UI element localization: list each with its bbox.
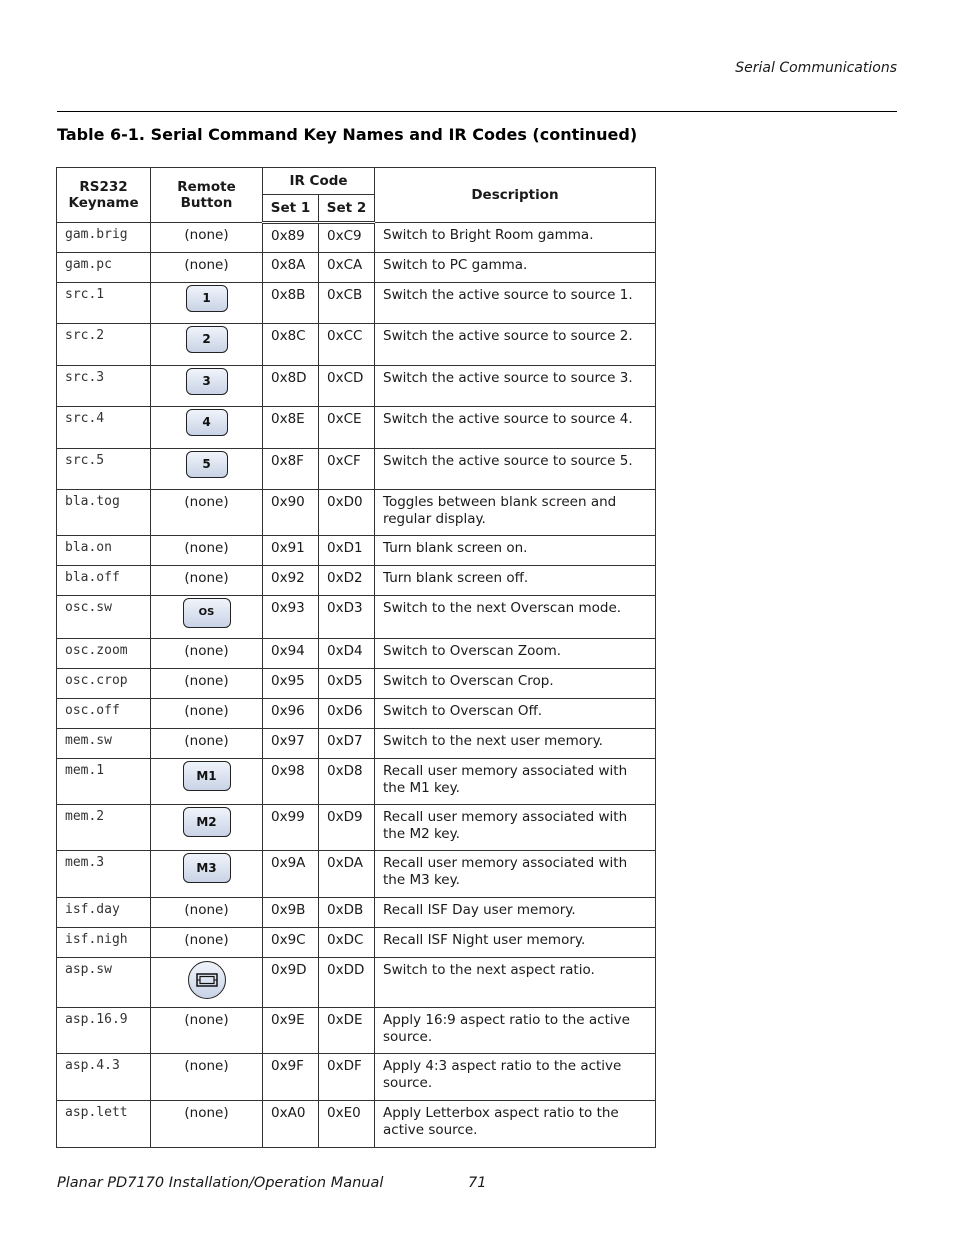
ir-code-set2: 0xDA	[319, 851, 375, 898]
rs232-keyname: gam.pc	[57, 253, 151, 283]
rs232-keyname: isf.nigh	[57, 928, 151, 958]
remote-button-cell	[151, 729, 263, 759]
table-row	[57, 324, 656, 366]
remote-button-cell	[151, 223, 263, 253]
rs232-keyname: osc.off	[57, 699, 151, 729]
rs232-keyname: bla.on	[57, 536, 151, 566]
no-button-text: (none)	[184, 1105, 229, 1121]
command-description: Recall user memory associated with the M1 key.	[375, 759, 656, 805]
memory-button: M1	[183, 761, 231, 791]
source-button: 4	[186, 409, 228, 436]
command-description: Switch to Overscan Zoom.	[375, 639, 656, 669]
rs232-keyname: mem.3	[57, 851, 151, 898]
ir-code-set1: 0x9E	[263, 1008, 319, 1054]
ir-code-set1: 0x8A	[263, 253, 319, 283]
ir-code-set2: 0xD4	[319, 639, 375, 669]
remote-button-cell	[151, 805, 263, 851]
remote-button-cell	[151, 566, 263, 596]
no-button-text: (none)	[184, 494, 229, 510]
command-description: Switch to the next aspect ratio.	[375, 958, 656, 1008]
memory-button: M2	[183, 807, 231, 837]
ir-code-set1: 0x93	[263, 596, 319, 639]
table-row	[57, 669, 656, 699]
ir-code-set1: 0x92	[263, 566, 319, 596]
table-caption: Table 6-1. Serial Command Key Names and IR Codes (continued)	[57, 125, 638, 144]
remote-button-cell	[151, 253, 263, 283]
rs232-keyname: bla.off	[57, 566, 151, 596]
remote-button-cell	[151, 407, 263, 449]
ir-code-set1: 0x8D	[263, 366, 319, 407]
source-button: 5	[186, 451, 228, 478]
no-button-text: (none)	[184, 1012, 229, 1028]
remote-button-cell	[151, 536, 263, 566]
command-description: Switch the active source to source 3.	[375, 366, 656, 407]
command-description: Recall user memory associated with the M3 key.	[375, 851, 656, 898]
command-description: Switch to the next user memory.	[375, 729, 656, 759]
table-row	[57, 639, 656, 669]
ir-code-set1: 0xA0	[263, 1101, 319, 1148]
rs232-keyname: bla.tog	[57, 490, 151, 536]
remote-button-cell	[151, 759, 263, 805]
ir-code-set2: 0xD5	[319, 669, 375, 699]
command-description: Switch the active source to source 2.	[375, 324, 656, 366]
ir-code-set2: 0xD1	[319, 536, 375, 566]
header-set1: Set 1	[263, 195, 319, 223]
command-description: Recall user memory associated with the M2 key.	[375, 805, 656, 851]
ir-code-set2: 0xDC	[319, 928, 375, 958]
ir-code-set1: 0x91	[263, 536, 319, 566]
rs232-keyname: mem.1	[57, 759, 151, 805]
ir-code-set2: 0xD6	[319, 699, 375, 729]
header-description: Description	[375, 168, 656, 223]
table-row	[57, 1008, 656, 1054]
ir-code-set1: 0x9A	[263, 851, 319, 898]
no-button-text: (none)	[184, 703, 229, 719]
header-set2: Set 2	[319, 195, 375, 223]
ir-code-set2: 0xD2	[319, 566, 375, 596]
command-description: Switch to the next Overscan mode.	[375, 596, 656, 639]
rs232-keyname: src.5	[57, 449, 151, 490]
ir-code-set1: 0x9F	[263, 1054, 319, 1101]
command-description: Recall ISF Night user memory.	[375, 928, 656, 958]
table-row	[57, 729, 656, 759]
ir-code-set1: 0x98	[263, 759, 319, 805]
remote-button-cell	[151, 283, 263, 324]
header-keyname-label: RS232 Keyname	[68, 179, 139, 211]
command-description: Switch the active source to source 4.	[375, 407, 656, 449]
table-row	[57, 805, 656, 851]
ir-code-set2: 0xD3	[319, 596, 375, 639]
remote-button-cell	[151, 699, 263, 729]
table-row	[57, 407, 656, 449]
ir-code-set1: 0x89	[263, 223, 319, 253]
command-table	[56, 167, 656, 1148]
remote-button-cell	[151, 324, 263, 366]
rs232-keyname: isf.day	[57, 898, 151, 928]
rs232-keyname: src.2	[57, 324, 151, 366]
command-description: Switch to Bright Room gamma.	[375, 223, 656, 253]
overscan-button: OS	[183, 598, 231, 628]
ir-code-set2: 0xCB	[319, 283, 375, 324]
table-row	[57, 566, 656, 596]
table-row	[57, 851, 656, 898]
rs232-keyname: osc.sw	[57, 596, 151, 639]
ir-code-set1: 0x95	[263, 669, 319, 699]
table-row	[57, 283, 656, 324]
ir-code-set2: 0xDE	[319, 1008, 375, 1054]
aspect-ratio-icon	[188, 961, 226, 999]
no-button-text: (none)	[184, 733, 229, 749]
command-description: Turn blank screen off.	[375, 566, 656, 596]
ir-code-set1: 0x8C	[263, 324, 319, 366]
rs232-keyname: mem.2	[57, 805, 151, 851]
table-row	[57, 490, 656, 536]
ir-code-set1: 0x9D	[263, 958, 319, 1008]
ir-code-set2: 0xD0	[319, 490, 375, 536]
no-button-text: (none)	[184, 673, 229, 689]
remote-button-cell	[151, 928, 263, 958]
table-row	[57, 928, 656, 958]
rs232-keyname: mem.sw	[57, 729, 151, 759]
command-description: Switch to Overscan Off.	[375, 699, 656, 729]
ir-code-set2: 0xD9	[319, 805, 375, 851]
ir-code-set1: 0x90	[263, 490, 319, 536]
table-row	[57, 366, 656, 407]
ir-code-set2: 0xCD	[319, 366, 375, 407]
ir-code-set1: 0x97	[263, 729, 319, 759]
table-row	[57, 596, 656, 639]
remote-button-cell	[151, 596, 263, 639]
ir-code-set2: 0xDF	[319, 1054, 375, 1101]
no-button-text: (none)	[184, 932, 229, 948]
ir-code-set1: 0x9B	[263, 898, 319, 928]
running-header: Serial Communications	[735, 60, 897, 76]
rs232-keyname: src.4	[57, 407, 151, 449]
ir-code-set2: 0xD8	[319, 759, 375, 805]
ir-code-set1: 0x8F	[263, 449, 319, 490]
ir-code-set2: 0xCA	[319, 253, 375, 283]
rs232-keyname: osc.zoom	[57, 639, 151, 669]
header-rule	[57, 111, 897, 112]
table-row	[57, 223, 656, 253]
memory-button: M3	[183, 853, 231, 883]
header-keyname	[57, 168, 151, 223]
ir-code-set2: 0xDB	[319, 898, 375, 928]
ir-code-set2: 0xDD	[319, 958, 375, 1008]
command-description: Apply 16:9 aspect ratio to the active source.	[375, 1008, 656, 1054]
no-button-text: (none)	[184, 643, 229, 659]
table-row	[57, 536, 656, 566]
rs232-keyname: asp.4.3	[57, 1054, 151, 1101]
command-description: Apply Letterbox aspect ratio to the active source.	[375, 1101, 656, 1148]
no-button-text: (none)	[184, 902, 229, 918]
command-description: Toggles between blank screen and regular display.	[375, 490, 656, 536]
remote-button-cell	[151, 1101, 263, 1148]
command-description: Turn blank screen on.	[375, 536, 656, 566]
rs232-keyname: src.3	[57, 366, 151, 407]
ir-code-set2: 0xC9	[319, 223, 375, 253]
table-row	[57, 1101, 656, 1148]
no-button-text: (none)	[184, 540, 229, 556]
footer-page-number: 71	[468, 1175, 487, 1191]
remote-button-cell	[151, 851, 263, 898]
ir-code-set1: 0x94	[263, 639, 319, 669]
command-description: Switch the active source to source 5.	[375, 449, 656, 490]
table-row	[57, 449, 656, 490]
remote-button-cell	[151, 366, 263, 407]
no-button-text: (none)	[184, 570, 229, 586]
ir-code-set1: 0x99	[263, 805, 319, 851]
remote-button-cell	[151, 449, 263, 490]
source-button: 3	[186, 368, 228, 395]
rs232-keyname: asp.16.9	[57, 1008, 151, 1054]
ir-code-set2: 0xCC	[319, 324, 375, 366]
source-button: 2	[186, 326, 228, 353]
table-row	[57, 958, 656, 1008]
ir-code-set1: 0x8B	[263, 283, 319, 324]
remote-button-cell	[151, 490, 263, 536]
ir-code-set2: 0xE0	[319, 1101, 375, 1148]
remote-button-cell	[151, 1054, 263, 1101]
no-button-text: (none)	[184, 257, 229, 273]
command-description: Recall ISF Day user memory.	[375, 898, 656, 928]
rs232-keyname: asp.lett	[57, 1101, 151, 1148]
ir-code-set1: 0x8E	[263, 407, 319, 449]
no-button-text: (none)	[184, 1058, 229, 1074]
rs232-keyname: asp.sw	[57, 958, 151, 1008]
remote-button-cell	[151, 1008, 263, 1054]
table-row	[57, 253, 656, 283]
table-row	[57, 1054, 656, 1101]
ir-code-set1: 0x9C	[263, 928, 319, 958]
footer-manual-title: Planar PD7170 Installation/Operation Manual	[57, 1175, 384, 1191]
source-button: 1	[186, 285, 228, 312]
rs232-keyname: src.1	[57, 283, 151, 324]
remote-button-cell	[151, 639, 263, 669]
command-description: Switch to PC gamma.	[375, 253, 656, 283]
table-row	[57, 759, 656, 805]
command-description: Apply 4:3 aspect ratio to the active source.	[375, 1054, 656, 1101]
ir-code-set2: 0xD7	[319, 729, 375, 759]
header-remote-button: Remote Button	[151, 168, 263, 223]
no-button-text: (none)	[184, 227, 229, 243]
ir-code-set1: 0x96	[263, 699, 319, 729]
command-description: Switch the active source to source 1.	[375, 283, 656, 324]
header-ir-code: IR Code	[263, 168, 375, 195]
rs232-keyname: gam.brig	[57, 223, 151, 253]
table-row	[57, 898, 656, 928]
remote-button-cell	[151, 958, 263, 1008]
rs232-keyname: osc.crop	[57, 669, 151, 699]
remote-button-cell	[151, 898, 263, 928]
ir-code-set2: 0xCF	[319, 449, 375, 490]
remote-button-cell	[151, 669, 263, 699]
ir-code-set2: 0xCE	[319, 407, 375, 449]
table-row	[57, 699, 656, 729]
command-description: Switch to Overscan Crop.	[375, 669, 656, 699]
